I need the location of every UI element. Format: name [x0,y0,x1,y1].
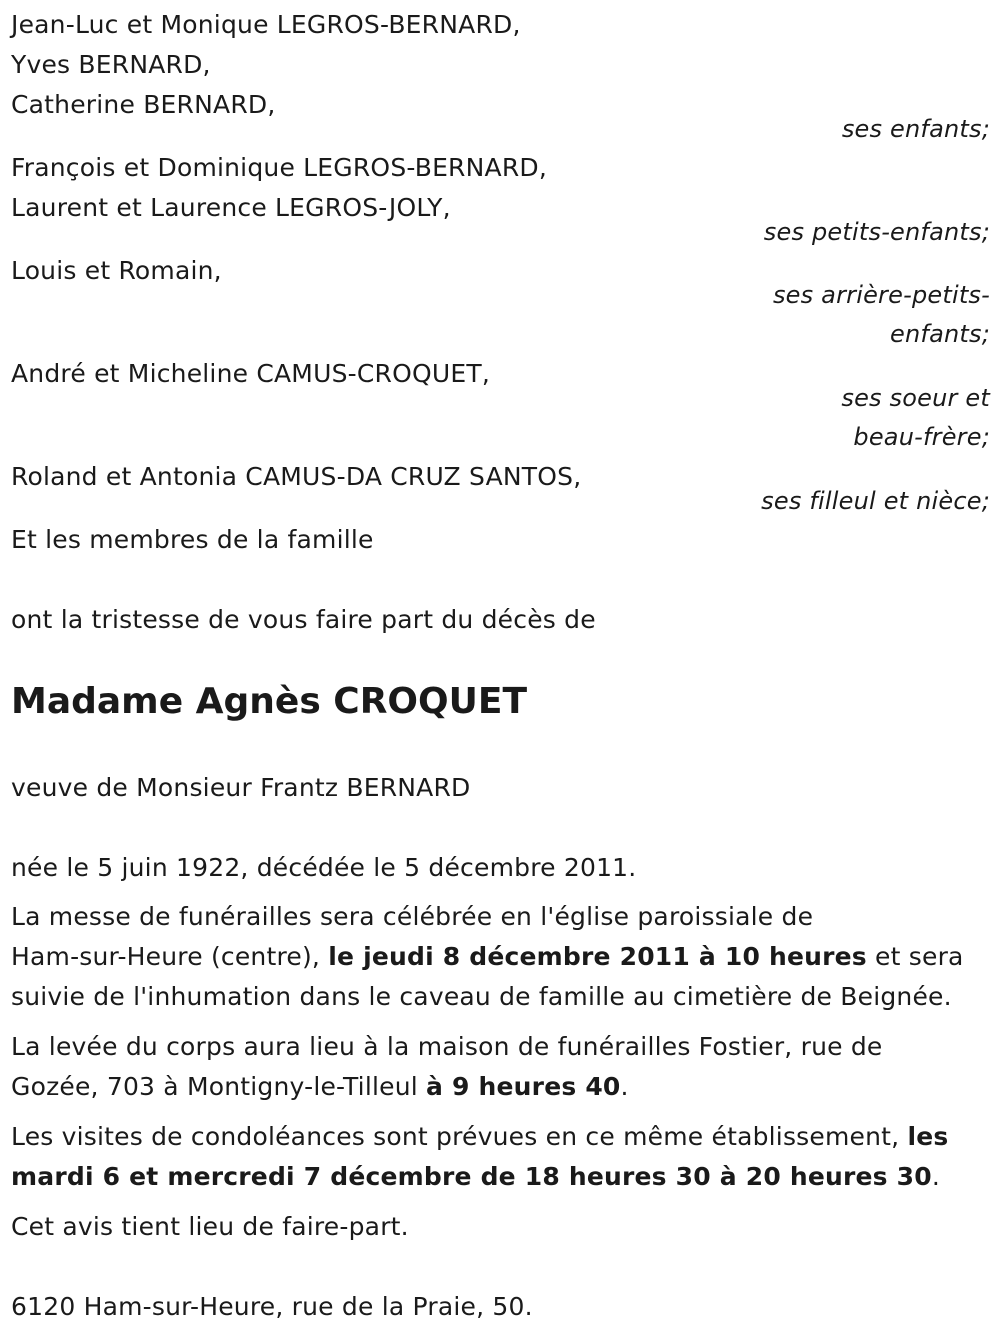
address-text: 6120 Ham-sur-Heure, rue de la Praie, 50. [11,1292,533,1321]
widow-of: veuve de Monsieur Frantz BERNARD [11,773,471,802]
children-role: ses enfants; [841,115,990,143]
visits-end: . [931,1162,940,1191]
funeral-text-4: suivie de l'inhumation dans le caveau de famille au cimetière de Beignée. [11,982,952,1011]
deceased-name: Madame Agnès CROQUET [11,681,528,722]
siblings-role-line-1: ses soeur et [841,384,990,412]
announcement-text: ont la tristesse de vous faire part du décès de [11,605,596,634]
child-name-3: Catherine BERNARD, [11,90,276,119]
grandchild-name-1: François et Dominique LEGROS-BERNARD, [11,153,548,182]
great-grandchildren-role-line-2: enfants; [890,320,990,348]
godchild-names: Roland et Antonia CAMUS-DA CRUZ SANTOS, [11,462,582,491]
grandchildren-role: ses petits-enfants; [763,218,990,246]
grandchild-name-2: Laurent et Laurence LEGROS-JOLY, [11,193,451,222]
visits-text-1: Les visites de condoléances sont prévues en ce même établissement, [11,1122,908,1151]
godchildren-role: ses filleul et nièce; [761,487,990,515]
funeral-text-2: Ham-sur-Heure (centre), [11,942,329,971]
birth-death-dates: née le 5 juin 1922, décédée le 5 décembre 2011. [11,853,637,882]
child-name-2: Yves BERNARD, [11,50,211,79]
family-members: Et les membres de la famille [11,525,374,554]
funeral-paragraph [11,897,996,1017]
visits-bold-1: les [907,1122,949,1151]
levee-text-1: La levée du corps aura lieu à la maison de funérailles Fostier, rue de [11,1032,883,1061]
child-name-1: Jean-Luc et Monique LEGROS-BERNARD, [11,10,521,39]
funeral-text-3: et sera [866,942,964,971]
visits-paragraph [11,1117,996,1197]
great-grandchild-names: Louis et Romain, [11,256,222,285]
visits-bold-2: mardi 6 et mercredi 7 décembre de 18 heures 30 à 20 heures 30 [11,1162,932,1191]
notice-text: Cet avis tient lieu de faire-part. [11,1212,409,1241]
sibling-names: André et Micheline CAMUS-CROQUET, [11,359,490,388]
siblings-role-line-2: beau-frère; [853,423,990,451]
levee-paragraph [11,1027,996,1107]
levee-text-2: Gozée, 703 à Montigny-le-Tilleul [11,1072,427,1101]
funeral-text-1: La messe de funérailles sera célébrée en l'église paroissiale de [11,902,814,931]
levee-time: à 9 heures 40 [426,1072,621,1101]
funeral-datetime: le jeudi 8 décembre 2011 à 10 heures [328,942,867,971]
levee-end: . [620,1072,629,1101]
great-grandchildren-role-line-1: ses arrière-petits- [772,281,990,309]
